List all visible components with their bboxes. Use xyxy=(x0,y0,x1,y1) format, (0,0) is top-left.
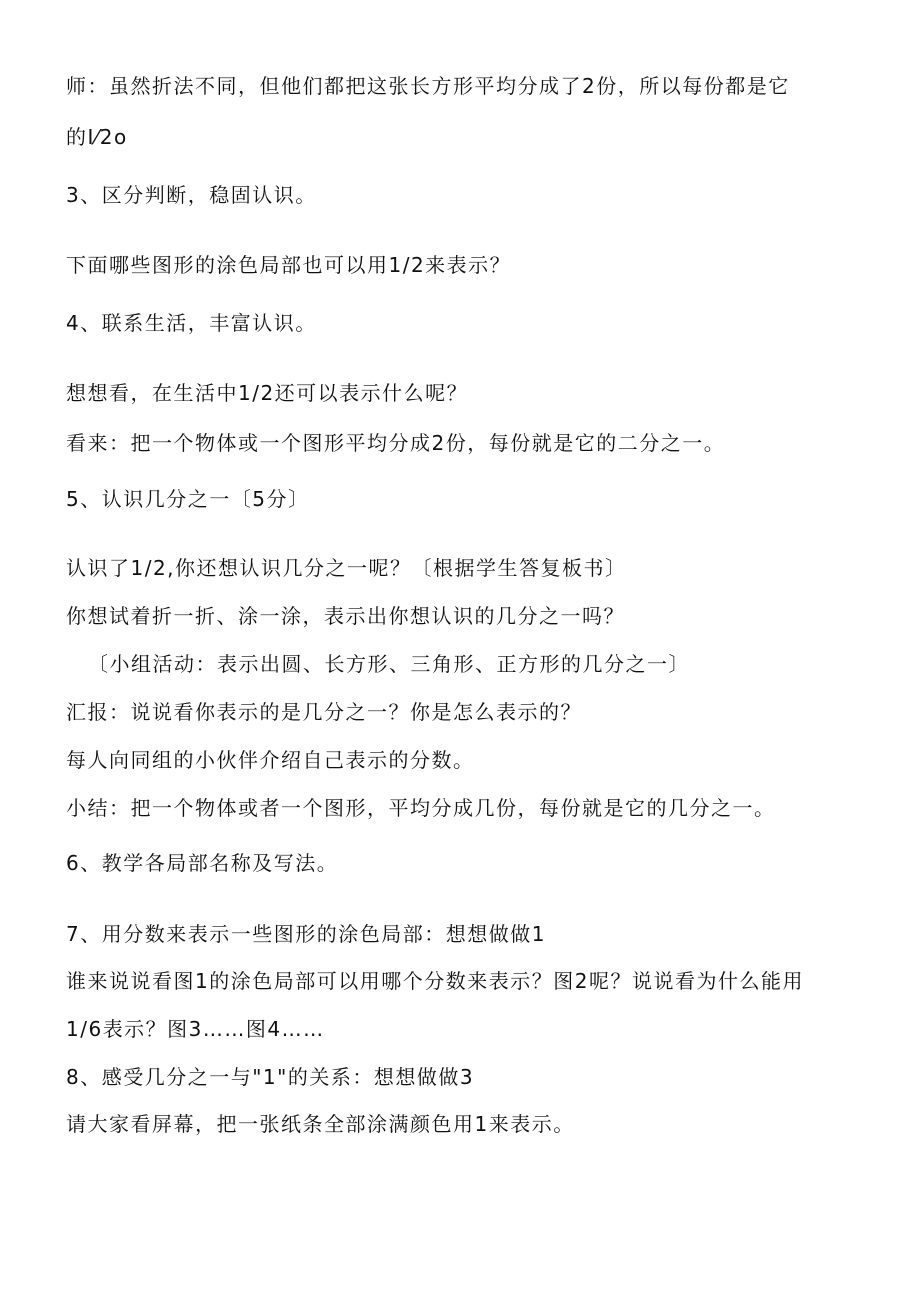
text-line: 汇报：说说看你表示的是几分之一？你是怎么表示的？ xyxy=(66,700,582,724)
text-line: 想想看，在生活中1/2还可以表示什么呢？ xyxy=(66,381,469,405)
section-heading: 3、区分判断，稳固认识。 xyxy=(66,183,317,207)
text-line: 认识了1/2,你还想认识几分之一呢？〔根据学生答复板书〕 xyxy=(66,556,627,580)
text-line: 下面哪些图形的涂色局部也可以用1/2来表示？ xyxy=(66,253,512,277)
text-line: 的I⁄2o xyxy=(66,125,128,149)
text-line: 〔小组活动：表示出圆、长方形、三角形、正方形的几分之一〕 xyxy=(88,652,690,676)
text-line: 师：虽然折法不同，但他们都把这张长方形平均分成了2份，所以每份都是它 xyxy=(66,74,790,98)
text-line: 你想试着折一折、涂一涂，表示出你想认识的几分之一吗？ xyxy=(66,604,625,628)
section-heading: 6、教学各局部名称及写法。 xyxy=(66,851,339,875)
text-line: 请大家看屏幕，把一张纸条全部涂满颜色用1来表示。 xyxy=(66,1112,575,1136)
section-heading: 8、感受几分之一与"1"的关系：想想做做3 xyxy=(66,1065,475,1089)
section-heading: 5、认识几分之一〔5分〕 xyxy=(66,487,310,511)
text-line: 看来：把一个物体或一个图形平均分成2份，每份就是它的二分之一。 xyxy=(66,431,726,455)
text-line: 1/6表示？图3……图4…… xyxy=(66,1017,325,1041)
section-heading: 4、联系生活，丰富认识。 xyxy=(66,311,317,335)
section-heading: 7、用分数来表示一些图形的涂色局部：想想做做1 xyxy=(66,922,546,946)
text-line: 每人向同组的小伙伴介绍自己表示的分数。 xyxy=(66,748,475,772)
text-line: 小结：把一个物体或者一个图形，平均分成几份，每份就是它的几分之一。 xyxy=(66,796,776,820)
text-line: 谁来说说看图1的涂色局部可以用哪个分数来表示？图2呢？说说看为什么能用 xyxy=(66,969,804,993)
